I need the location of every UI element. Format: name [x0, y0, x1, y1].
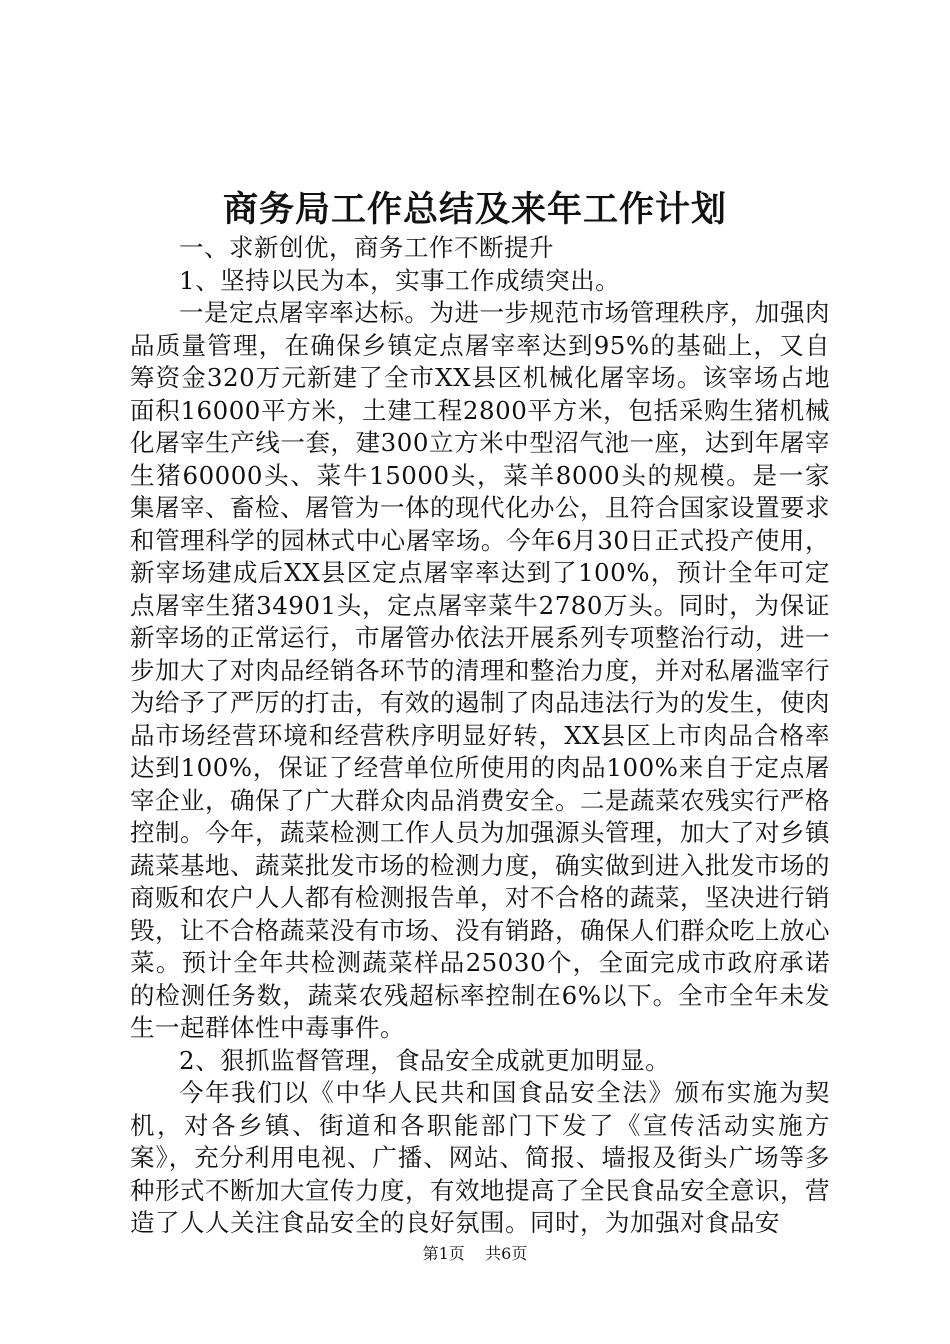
- body-paragraph: 一是定点屠宰率达标。为进一步规范市场管理秩序，加强肉品质量管理，在确保乡镇定点屠宰率达到95%的基础上，又自筹资金320万元新建了全市XX县区机械化屠宰场。该宰场占地面积16000平方米，土建工程2800平方米，包括采购生猪机械化屠宰生产线一套，建300立方米中型沼气池一座，达到年屠宰生猪60000头、菜牛15000头，菜羊8000头的规模。是一家集屠宰、畜检、屠管为一体的现代化办公，且符合国家设置要求和管理科学的园林式中心屠宰场。今年6月30日正式投产使用，新宰场建成后XX县区定点屠宰率达到了100%，预计全年可定点屠宰生猪34901头，定点屠宰菜牛2780万头。同时，为保证新宰场的正常运行，市屠管办依法开展系列专项整治行动，进一步加大了对肉品经销各环节的清理和整治力度，并对私屠滥宰行为给予了严厉的打击，有效的遏制了肉品违法行为的发生，使肉品市场经营环境和经营秩序明显好转，XX县区上市肉品合格率达到100%，保证了经营单位所使用的肉品100%来自于定点屠宰企业，确保了广大群众肉品消费安全。二是蔬菜农残实行严格控制。今年，蔬菜检测工作人员为加强源头管理，加大了对乡镇蔬菜基地、蔬菜批发市场的检测力度，确实做到进入批发市场的商贩和农户人人都有检测报告单，对不合格的蔬菜，坚决进行销毁，让不合格蔬菜没有市场、没有销路，确保人们群众吃上放心菜。预计全年共检测蔬菜样品25030个，全面完成市政府承诺的检测任务数，蔬菜农残超标率控制在6%以下。全市全年未发生一起群体性中毒事件。: [130, 298, 830, 1042]
- page-spacer: [470, 1244, 480, 1263]
- section-heading: 一、求新创优，商务工作不断提升: [179, 233, 554, 262]
- body-paragraph: 今年我们以《中华人民共和国食品安全法》颁布实施为契机，对各乡镇、街道和各职能部门下发了《宣传活动实施方案》，充分利用电视、广播、网站、简报、墙报及街头广场等多种形式不断加大宣传力度，有效地提高了全民食品安全意识，营造了人人关注食品安全的良好氛围。同时，为加强对食品安: [130, 1078, 830, 1237]
- page-footer: [0, 1243, 950, 1265]
- subsection-heading: 1、坚持以民为本，实事工作成绩突出。: [179, 265, 621, 295]
- page-number: 第1页: [422, 1244, 465, 1263]
- document-body: [130, 232, 830, 1240]
- page-total: 共6页: [485, 1244, 528, 1263]
- document-title: 商务局工作总结及来年工作计划: [222, 189, 727, 230]
- subsection-heading: 2、狠抓监督管理，食品安全成就更加明显。: [179, 1045, 671, 1075]
